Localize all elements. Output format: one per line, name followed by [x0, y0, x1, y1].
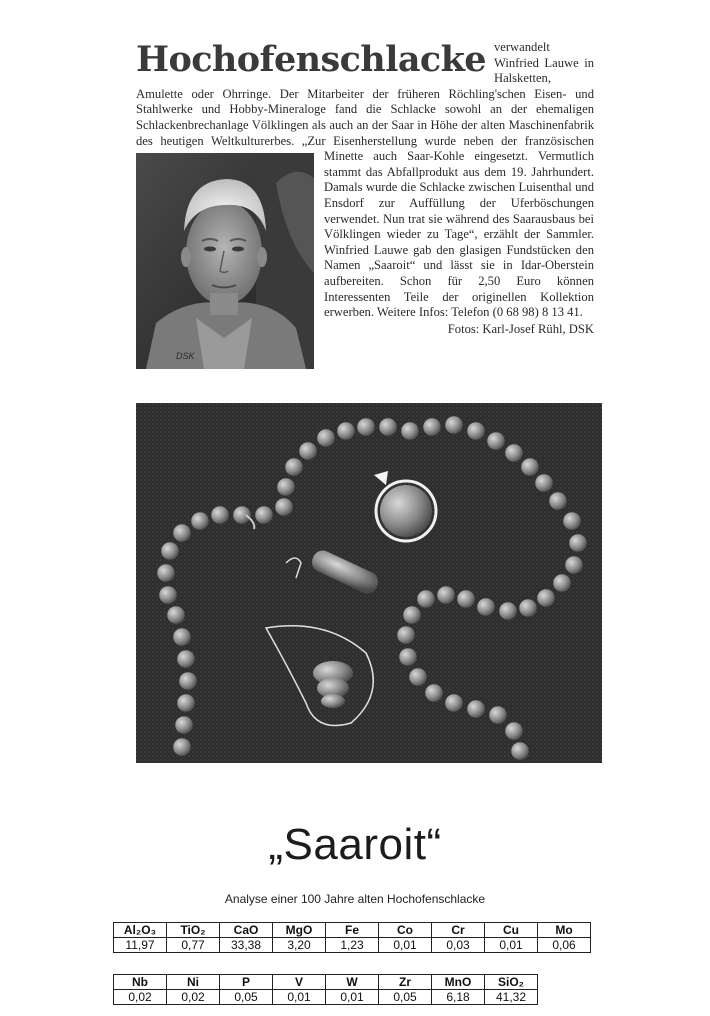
headline: Hochofenschlacke — [136, 39, 486, 80]
table-cell: Mo — [538, 923, 591, 938]
table-cell: 0,03 — [432, 938, 485, 953]
article-text-part2: Vermutlich stammt das Abfallprodukt aus dem 19. Jahrhundert. Damals wurde die Schlacke zwischen Luisenthal und Ensdorf zur Auffüllung der Uferböschungen verwendet. Nun trat sie während des Saarausbaus bei Völklingen wieder zu Tage“, erzählt der Sammler. Winfried Lauwe gab den glasigen Fundstücken den Namen „Saaroit“ und lässt sie in Idar-Oberstein aufbereiten. Schon für 2,50 Euro können Interessenten Teile der originellen Kollektion erwerben. Weitere Infos: Telefon (0 68 98) 8 13 41. — [324, 149, 594, 320]
table-2-value-row — [114, 990, 538, 1005]
table-1-header-row — [114, 923, 591, 938]
analysis-table-2 — [113, 974, 538, 1005]
table-cell: Cu — [485, 923, 538, 938]
table-2-header-row — [114, 975, 538, 990]
table-cell: 0,01 — [379, 938, 432, 953]
article — [136, 40, 594, 369]
table-cell: 41,32 — [485, 990, 538, 1005]
table-cell: V — [273, 975, 326, 990]
table-cell: 11,97 — [114, 938, 167, 953]
table-cell: 0,01 — [326, 990, 379, 1005]
analysis-subtitle: Analyse einer 100 Jahre alten Hochofenschlacke — [224, 892, 486, 906]
table-cell: CaO — [220, 923, 273, 938]
table-cell: 0,05 — [220, 990, 273, 1005]
table-cell: P — [220, 975, 273, 990]
table-cell: TiO₂ — [167, 923, 220, 938]
table-cell: Fe — [326, 923, 379, 938]
table-cell: Zr — [379, 975, 432, 990]
table-cell: 1,23 — [326, 938, 379, 953]
table-cell: Al₂O₃ — [114, 923, 167, 938]
article-text-part1: verwandelt Winfried Lauwe in Halsketten, Amulette oder Ohrringe. Der Mitarbeiter der früheren Röchling'schen Eisen- und Stahlwerke und Hobby-Mineraloge fand die Schlacke sowohl an der ehemaligen Schlackenbrechanlage Völklingen als auch an der Saar in Höhe der alten Maschinenfabrik des heutigen Weltkulturerbes. „Zur Eisenherstellung wurde neben der französischen Minette auch Saar-Kohle eingesetzt. — [136, 40, 594, 164]
table-cell: Co — [379, 923, 432, 938]
table-cell: 0,02 — [167, 990, 220, 1005]
table-cell: MgO — [273, 923, 326, 938]
table-cell: MnO — [432, 975, 485, 990]
table-cell: SiO₂ — [485, 975, 538, 990]
analysis-table-1 — [113, 922, 591, 953]
table-cell: Cr — [432, 923, 485, 938]
table-cell: 0,02 — [114, 990, 167, 1005]
table-cell: 0,06 — [538, 938, 591, 953]
svg-text:DSK: DSK — [176, 351, 195, 362]
table-cell: 0,77 — [167, 938, 220, 953]
table-cell: Ni — [167, 975, 220, 990]
table-cell: 0,05 — [379, 990, 432, 1005]
saaroit-title: „Saaroit“ — [268, 820, 442, 869]
table-cell: W — [326, 975, 379, 990]
table-cell: 6,18 — [432, 990, 485, 1005]
table-cell: 0,01 — [485, 938, 538, 953]
photo-credit: Fotos: Karl-Josef Rühl, DSK — [447, 321, 594, 336]
table-1-value-row — [114, 938, 591, 953]
table-cell: 0,01 — [273, 990, 326, 1005]
table-cell: Nb — [114, 975, 167, 990]
table-cell: 3,20 — [273, 938, 326, 953]
table-cell: 33,38 — [220, 938, 273, 953]
jewelry-photo — [136, 403, 602, 763]
portrait-photo — [136, 153, 314, 369]
